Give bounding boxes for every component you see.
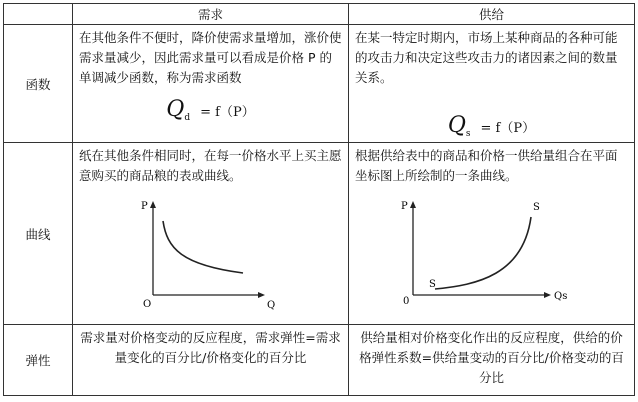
supply-axis-q-label: Qs <box>554 291 568 302</box>
demand-elasticity-text: 需求量对价格变动的反应程度，需求弹性=需求量变化的百分比/价格变化的百分比 <box>80 330 341 365</box>
demand-function-text: 在其他条件不便时，降价使需求量增加，涨价使需求量减少，因此需求量可以看成是价格 P 的单调减少函数，称为需求函数 <box>79 30 342 85</box>
header-row <box>4 4 635 25</box>
supply-curve-diagram <box>397 193 577 311</box>
supply-formula-symbol: Q <box>447 113 466 138</box>
supply-axis-p-label: P <box>401 201 408 212</box>
elasticity-row <box>4 325 635 396</box>
demand-origin-label: O <box>143 299 152 310</box>
demand-formula-sub: d <box>184 112 191 123</box>
demand-elasticity-cell <box>73 325 349 396</box>
curve-row <box>4 143 635 325</box>
supply-formula-sub: s <box>465 128 471 139</box>
supply-elasticity-cell <box>349 325 635 396</box>
supply-elasticity-text: 供给量相对价格变化作出的反应程度，供给的价格弹性系数=供给量变动的百分比/价格变动的百分比 <box>359 330 624 385</box>
supply-formula-rest: = f（P） <box>480 121 536 136</box>
demand-formula <box>73 97 348 123</box>
demand-axes <box>150 201 265 298</box>
demand-curve-line <box>163 221 243 273</box>
supply-origin-label: 0 <box>403 296 410 307</box>
row-label-curve: 曲线 <box>4 143 73 325</box>
demand-formula-symbol: Q <box>166 97 185 122</box>
supply-curve-cell <box>349 143 635 325</box>
supply-curve-line <box>435 217 531 289</box>
demand-curve-cell <box>73 143 349 325</box>
supply-curve-text: 根据供给表中的商品和价格一供给量组合在平面坐标图上所绘制的一条曲线。 <box>355 148 618 183</box>
demand-function-cell <box>73 25 349 143</box>
supply-curve-start-label: S <box>429 279 436 290</box>
supply-curve-end-label: S <box>533 202 540 213</box>
demand-curve-diagram <box>133 193 283 311</box>
demand-axis-q-label: Q <box>267 300 276 311</box>
header-demand: 需求 <box>73 4 349 25</box>
supply-function-cell <box>349 25 635 143</box>
supply-formula <box>349 113 634 139</box>
comparison-table <box>3 3 635 396</box>
function-row <box>4 25 635 143</box>
row-label-elasticity: 弹性 <box>4 325 73 396</box>
header-blank <box>4 4 73 25</box>
header-supply: 供给 <box>349 4 635 25</box>
demand-curve-text: 纸在其他条件相同时，在每一价格水平上买主愿意购买的商品粮的表或曲线。 <box>79 148 342 183</box>
supply-function-text: 在某一特定时期内，市场上某种商品的各种可能的攻击力和决定这些攻击力的诸因素之间的数量关系。 <box>355 30 618 85</box>
demand-axis-p-label: P <box>141 201 148 212</box>
demand-formula-rest: = f（P） <box>200 105 255 120</box>
row-label-function: 函数 <box>4 25 73 143</box>
